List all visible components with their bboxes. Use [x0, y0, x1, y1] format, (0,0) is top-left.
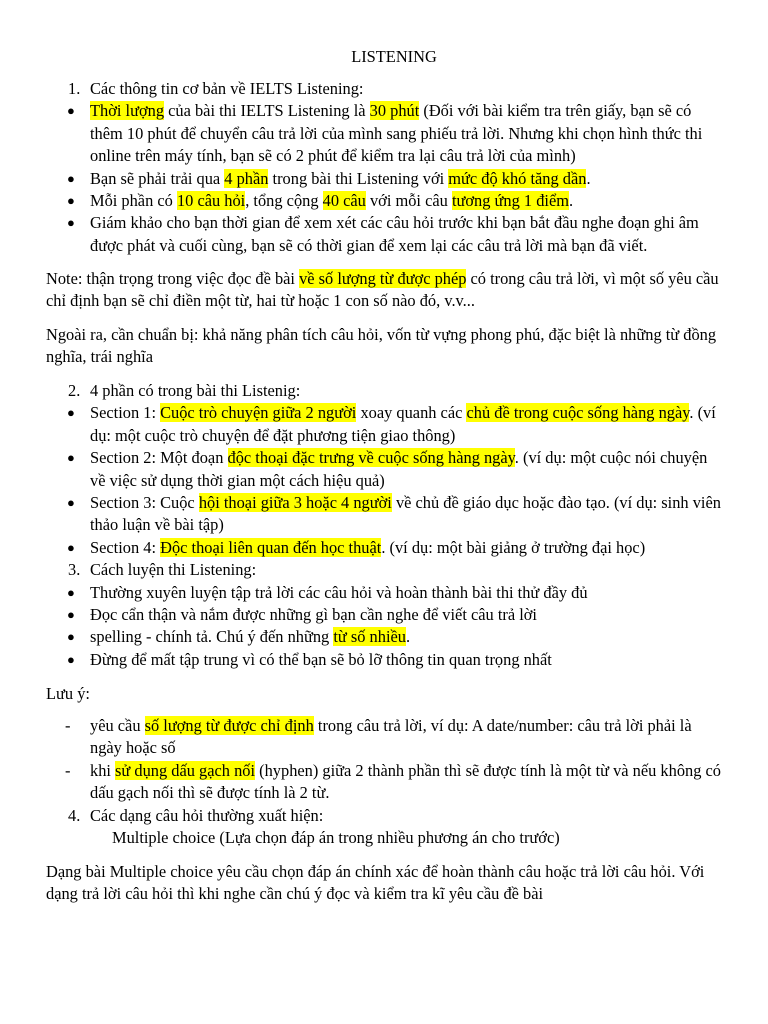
- section-1-heading-row: [46, 78, 726, 100]
- highlighted-text: Thời lượng: [90, 101, 165, 121]
- dash-marker: -: [65, 760, 71, 780]
- list-item: [46, 760, 726, 805]
- text-run: Section 4:: [90, 537, 161, 557]
- list-number: 2.: [68, 381, 81, 400]
- section-1-heading: Các thông tin cơ bản về IELTS Listening:: [90, 79, 364, 98]
- text-run: Bạn sẽ phải trải qua: [90, 168, 225, 188]
- page-title: LISTENING: [351, 47, 437, 66]
- list-item: [46, 582, 726, 604]
- section-3-heading: Cách luyện thi Listening:: [90, 560, 257, 580]
- text-run: . (ví dụ: một bài giảng ở trường đại học): [381, 537, 646, 557]
- list-item: [46, 626, 726, 648]
- bullet-marker: ●: [67, 103, 75, 119]
- text-run: Đọc cẩn thận và nắm được những gì bạn cần nghe để viết câu trả lời: [90, 605, 537, 625]
- bullet-marker: ●: [67, 450, 75, 466]
- highlighted-text: mức độ khó tăng dần: [448, 168, 587, 188]
- list-item-text: [90, 605, 537, 624]
- list-item-text: [90, 403, 716, 444]
- section-2: [46, 380, 726, 671]
- list-item: [46, 212, 726, 257]
- text-run: spelling - chính tả. Chú ý đến những: [90, 627, 334, 647]
- highlighted-text: sử dụng dấu gạch nối: [115, 760, 256, 780]
- text-run: trong bài thi Listening với: [268, 168, 449, 188]
- text-run: Giám khảo cho bạn thời gian để xem xét các câu hỏi trước khi bạn bắt đầu nghe đoạn ghi âm được phát và cuối cùng, bạn sẽ có thời gian để xem lại các câu trả lời mà bạn đã viết.: [90, 213, 699, 255]
- highlighted-text: chủ đề trong cuộc sống hàng ngày: [466, 403, 690, 423]
- section-4-heading-row: [46, 805, 726, 827]
- highlighted-text: 10 câu hỏi: [176, 191, 246, 211]
- list-item: [46, 492, 726, 537]
- bullet-marker: ●: [67, 193, 75, 209]
- text-run: .: [586, 168, 591, 188]
- highlighted-text: về số lượng từ được phép: [299, 269, 467, 288]
- list-item-text: [90, 583, 588, 602]
- preparation-paragraph: [46, 324, 726, 369]
- list-item: [46, 190, 726, 212]
- bullet-marker: ●: [67, 629, 75, 645]
- text-run: Ngoài ra, cần chuẩn bị: khả năng phân tích câu hỏi, vốn từ vựng phong phú, đặc biệt là những từ đồng nghĩa, trái nghĩa: [46, 325, 717, 367]
- section-4-heading: Các dạng câu hỏi thường xuất hiện:: [90, 805, 324, 825]
- bullet-marker: ●: [67, 651, 75, 667]
- highlighted-text: độc thoại đặc trưng về cuộc sống hàng ngày: [227, 448, 515, 468]
- notes-list: [46, 715, 726, 849]
- text-run: .: [568, 191, 574, 211]
- bullet-marker: ●: [67, 170, 75, 186]
- highlighted-text: 40 câu: [322, 191, 366, 211]
- highlighted-text: hội thoại giữa 3 hoặc 4 người: [198, 493, 392, 513]
- text-run: Mỗi phần có: [90, 191, 177, 211]
- text-run: khi: [90, 760, 116, 780]
- text-run: (hyphen) giữa 2 thành phần thì sẽ được tính là một từ và nếu không có dấu gạch nối thì sẽ được tính là 2 từ.: [90, 760, 721, 803]
- list-item-text: [90, 493, 721, 534]
- text-run: Section 1:: [90, 403, 161, 423]
- section-3-heading-row: [46, 559, 726, 581]
- highlighted-text: Độc thoại liên quan đến học thuật: [160, 537, 382, 557]
- bullet-marker: ●: [67, 607, 75, 623]
- list-number: 4.: [68, 805, 81, 825]
- list-number: 1.: [68, 79, 81, 98]
- text-run: .: [405, 627, 411, 647]
- list-item: [46, 649, 726, 671]
- highlighted-text: số lượng từ được chỉ định: [144, 716, 314, 735]
- text-run: về chủ đề giáo dục hoặc đào tạo. (ví dụ: sinh viên thảo luận về bài tập): [90, 493, 721, 535]
- dash-marker: -: [65, 716, 71, 735]
- sub-list-item-text: Multiple choice (Lựa chọn đáp án trong nhiều phương án cho trước): [112, 828, 560, 848]
- list-item-text: [90, 627, 410, 646]
- list-item: [46, 100, 726, 167]
- text-run: Dạng bài Multiple choice yêu cầu chọn đáp án chính xác để hoàn thành câu hoặc trả lời câu hỏi. Với dạng trả lời câu hỏi thì khi nghe cần chú ý đọc và kiểm tra kĩ yêu cầu đề bài: [46, 862, 705, 904]
- list-item-text: [90, 538, 645, 557]
- text-run: Đừng để mất tập trung vì có thể bạn sẽ bỏ lỡ thông tin quan trọng nhất: [90, 649, 552, 669]
- note-label: Lưu ý:: [46, 684, 90, 703]
- section-2-heading: 4 phần có trong bài thi Listenig:: [90, 381, 301, 400]
- list-item: [46, 537, 726, 559]
- section-2-heading-row: [46, 380, 726, 402]
- list-item-text: [90, 101, 702, 165]
- bullet-marker: ●: [67, 539, 75, 555]
- list-item-text: [90, 650, 552, 669]
- text-run: Thường xuyên luyện tập trả lời các câu hỏi và hoàn thành bài thi thử đầy đủ: [90, 582, 588, 602]
- list-item: [46, 402, 726, 447]
- text-run: yêu cầu: [90, 716, 145, 735]
- highlighted-text: từ số nhiều: [333, 627, 406, 647]
- text-run: trong câu trả lời, ví dụ: A date/number: câu trả lời phải là ngày hoặc số: [90, 716, 692, 758]
- text-run: của bài thi IELTS Listening là: [164, 101, 370, 121]
- sub-list-item: [46, 827, 726, 849]
- bullet-marker: ●: [67, 584, 75, 600]
- text-run: với mỗi câu: [365, 191, 452, 211]
- list-item-text: [90, 761, 721, 802]
- list-item-text: [90, 191, 573, 210]
- closing-paragraph: [46, 861, 726, 906]
- text-run: xoay quanh các: [356, 403, 467, 423]
- list-item-text: [90, 716, 692, 757]
- list-item-text: [90, 169, 591, 188]
- list-item-text: [90, 213, 699, 254]
- highlighted-text: 30 phút: [369, 101, 420, 121]
- bullet-marker: ●: [67, 495, 75, 511]
- section-1: [46, 78, 726, 257]
- list-item: [46, 715, 726, 760]
- text-run: Note: thận trọng trong việc đọc đề bài: [46, 269, 300, 288]
- list-item: [46, 604, 726, 626]
- text-run: Section 3: Cuộc: [90, 493, 199, 513]
- highlighted-text: Cuộc trò chuyện giữa 2 người: [160, 403, 357, 423]
- text-run: có trong câu trả lời, vì một số yêu cầu chỉ định bạn sẽ chỉ điền một từ, hai từ hoặc 1 con số nào đó, v.v...: [46, 269, 719, 311]
- bullet-marker: ●: [67, 215, 75, 231]
- text-run: (Đối với bài kiểm tra trên giấy, bạn sẽ có thêm 10 phút để chuyển câu trả lời của mình sang phiếu trả lời. Nhưng khi chọn hình thức thi online trên máy tính, bạn sẽ có 2 phút để kiểm tra lại câu trả lời của mình): [90, 101, 703, 166]
- text-run: , tổng cộng: [245, 191, 323, 211]
- list-item: [46, 447, 726, 492]
- text-run: . (ví dụ: một cuộc nói chuyện về việc sử dụng thời gian một cách hiệu quả): [90, 448, 708, 490]
- highlighted-text: 4 phần: [224, 168, 269, 188]
- bullet-marker: ●: [67, 405, 75, 421]
- list-item-text: [90, 448, 707, 489]
- text-run: . (ví dụ: một cuộc trò chuyện để đặt phương tiện giao thông): [90, 403, 716, 445]
- highlighted-text: tương ứng 1 điểm: [451, 191, 569, 211]
- text-run: Section 2: Một đoạn: [90, 448, 228, 468]
- list-number: 3.: [68, 560, 81, 580]
- list-item: [46, 168, 726, 190]
- note-paragraph: [46, 268, 726, 313]
